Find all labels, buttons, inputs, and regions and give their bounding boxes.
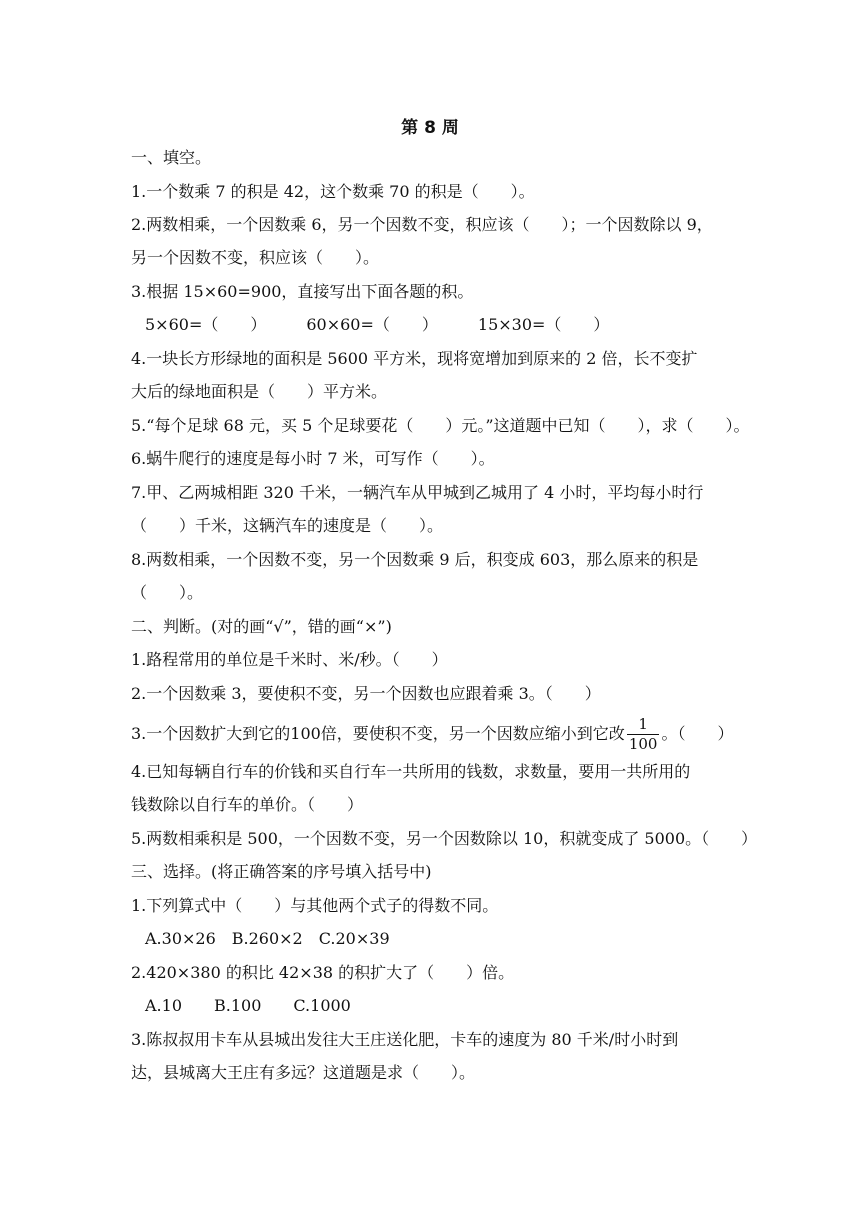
- fill-in-question-4-line-2: 大后的绿地面积是（ ）平方米。: [131, 382, 388, 401]
- fill-in-question-1: 1.一个数乘 7 的积是 42，这个数乘 70 的积是（ ）。: [131, 182, 535, 201]
- choice-question-3-line-2: 达，县城离大王庄有多远？这道题是求（ ）。: [131, 1063, 476, 1082]
- true-false-question-3: [131, 712, 741, 756]
- fill-in-question-7-line-2: （ ）千米，这辆汽车的速度是（ ）。: [131, 516, 444, 535]
- fill-in-question-7-line-1: 7.甲、乙两城相距 320 千米，一辆汽车从甲城到乙城用了 4 小时，平均每小时行: [131, 483, 704, 502]
- fill-in-question-4-line-1: 4.一块长方形绿地的面积是 5600 平方米，现将宽增加到原来的 2 倍，长不变扩: [131, 349, 698, 368]
- section-heading-multiple-choice: 三、选择。(将正确答案的序号填入括号中): [131, 862, 432, 881]
- section-heading-true-false: 二、判断。(对的画“√”，错的画“×”): [131, 617, 392, 636]
- section-heading-fill-in: 一、填空。: [131, 148, 212, 167]
- true-false-question-4-line-1: 4.已知每辆自行车的价钱和买自行车一共所用的钱数，求数量，要用一共所用的: [131, 762, 691, 781]
- fill-in-question-2-line-1: 2.两数相乘，一个因数乘 6，另一个因数不变，积应该（ ）；一个因数除以 9，: [131, 215, 713, 234]
- true-false-question-4-line-2: 钱数除以自行车的单价。（ ）: [131, 795, 364, 814]
- choice-question-2-options: A.10 B.100 C.1000: [145, 996, 351, 1015]
- fraction-one-hundredth: [627, 717, 660, 752]
- fill-in-question-3: 3.根据 15×60=900，直接写出下面各题的积。: [131, 282, 474, 301]
- true-false-question-1: 1.路程常用的单位是千米时、米/秒。（ ）: [131, 650, 448, 669]
- fill-in-question-5: 5.“每个足球 68 元，买 5 个足球要花（ ）元。”这道题中已知（ ），求（ ）。: [131, 416, 750, 435]
- fraction-denominator: 100: [628, 735, 658, 753]
- true-false-question-3-text: 3.一个因数扩大到它的100倍，要使积不变，另一个因数应缩小到它改: [131, 724, 625, 743]
- fill-in-question-2-line-2: 另一个因数不变，积应该（ ）。: [131, 248, 380, 267]
- fill-in-question-3-items: 5×60=（ ） 60×60=（ ） 15×30=（ ）: [145, 315, 610, 334]
- fill-in-question-8-line-2: （ ）。: [131, 583, 204, 602]
- choice-question-1-options: A.30×26 B.260×2 C.20×39: [145, 929, 390, 948]
- page-title: 第 8 周: [401, 118, 459, 138]
- true-false-question-2: 2.一个因数乘 3，要使积不变，另一个因数也应跟着乘 3。（ ）: [131, 684, 601, 703]
- fill-in-question-6: 6.蜗牛爬行的速度是每小时 7 米，可写作（ ）。: [131, 449, 495, 468]
- choice-question-2: 2.420×380 的积比 42×38 的积扩大了（ ）倍。: [131, 963, 515, 982]
- choice-question-1: 1.下列算式中（ ）与其他两个式子的得数不同。: [131, 896, 499, 915]
- choice-question-3-line-1: 3.陈叔叔用卡车从县城出发往大王庄送化肥，卡车的速度为 80 千米/时小时到: [131, 1030, 679, 1049]
- true-false-question-3-tail: 。（ ）: [661, 724, 734, 743]
- fill-in-question-8-line-1: 8.两数相乘，一个因数不变，另一个因数乘 9 后，积变成 603，那么原来的积是: [131, 550, 699, 569]
- true-false-question-5: 5.两数相乘积是 500，一个因数不变，另一个因数除以 10，积就变成了 5000。（ ）: [131, 829, 758, 848]
- fraction-numerator: 1: [627, 717, 660, 735]
